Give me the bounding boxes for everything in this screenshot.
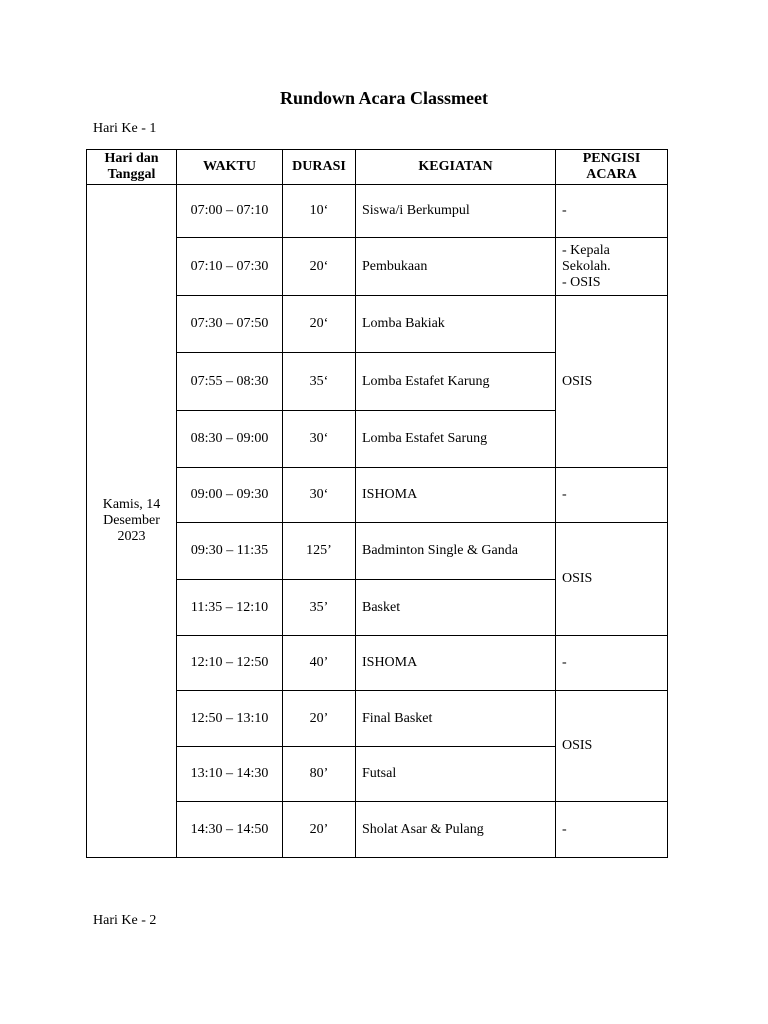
activity-cell: Futsal (356, 747, 556, 802)
time-cell: 11:35 – 12:10 (177, 580, 283, 636)
duration-cell: 30‘ (283, 468, 356, 523)
activity-cell: ISHOMA (356, 636, 556, 691)
time-cell: 09:00 – 09:30 (177, 468, 283, 523)
header-filler: PENGISI ACARA (556, 150, 668, 185)
time-cell: 12:50 – 13:10 (177, 691, 283, 747)
rundown-table (86, 149, 668, 858)
filler-cell: - (556, 802, 668, 858)
duration-cell: 80’ (283, 747, 356, 802)
time-cell: 09:30 – 11:35 (177, 523, 283, 580)
time-cell: 12:10 – 12:50 (177, 636, 283, 691)
filler-cell: - (556, 185, 668, 238)
time-cell: 14:30 – 14:50 (177, 802, 283, 858)
time-cell: 07:10 – 07:30 (177, 238, 283, 296)
document-title: Rundown Acara Classmeet (279, 88, 488, 108)
activity-cell: Lomba Estafet Sarung (356, 411, 556, 468)
filler-cell: OSIS (556, 523, 668, 636)
day-date-cell: Kamis, 14 Desember 2023 (87, 185, 177, 858)
duration-cell: 20’ (283, 802, 356, 858)
filler-line: Sekolah. (562, 258, 611, 274)
header-time: WAKTU (177, 150, 283, 185)
filler-cell: - (556, 468, 668, 523)
duration-cell: 40’ (283, 636, 356, 691)
activity-cell: Badminton Single & Ganda (356, 523, 556, 580)
activity-cell: Pembukaan (356, 238, 556, 296)
header-activity: KEGIATAN (356, 150, 556, 185)
activity-cell: Basket (356, 580, 556, 636)
day-1-label: Hari Ke - 1 (93, 121, 157, 136)
table-header-row (87, 150, 668, 185)
filler-cell (556, 238, 668, 296)
filler-cell: OSIS (556, 691, 668, 802)
duration-cell: 30‘ (283, 411, 356, 468)
filler-cell: OSIS (556, 296, 668, 468)
duration-cell: 20’ (283, 691, 356, 747)
activity-cell: ISHOMA (356, 468, 556, 523)
duration-cell: 10‘ (283, 185, 356, 238)
activity-cell: Siswa/i Berkumpul (356, 185, 556, 238)
duration-cell: 125’ (283, 523, 356, 580)
activity-cell: Sholat Asar & Pulang (356, 802, 556, 858)
time-cell: 07:55 – 08:30 (177, 353, 283, 411)
activity-cell: Lomba Estafet Karung (356, 353, 556, 411)
time-cell: 13:10 – 14:30 (177, 747, 283, 802)
header-day-date: Hari dan Tanggal (87, 150, 177, 185)
time-cell: 07:30 – 07:50 (177, 296, 283, 353)
day-2-label: Hari Ke - 2 (93, 913, 157, 928)
header-duration: DURASI (283, 150, 356, 185)
activity-cell: Lomba Bakiak (356, 296, 556, 353)
filler-cell: - (556, 636, 668, 691)
duration-cell: 20‘ (283, 238, 356, 296)
time-cell: 08:30 – 09:00 (177, 411, 283, 468)
activity-cell: Final Basket (356, 691, 556, 747)
duration-cell: 35’ (283, 580, 356, 636)
filler-line: - Kepala (562, 242, 610, 258)
time-cell: 07:00 – 07:10 (177, 185, 283, 238)
table-row (87, 185, 668, 238)
duration-cell: 35‘ (283, 353, 356, 411)
duration-cell: 20‘ (283, 296, 356, 353)
filler-line: - OSIS (562, 274, 601, 290)
